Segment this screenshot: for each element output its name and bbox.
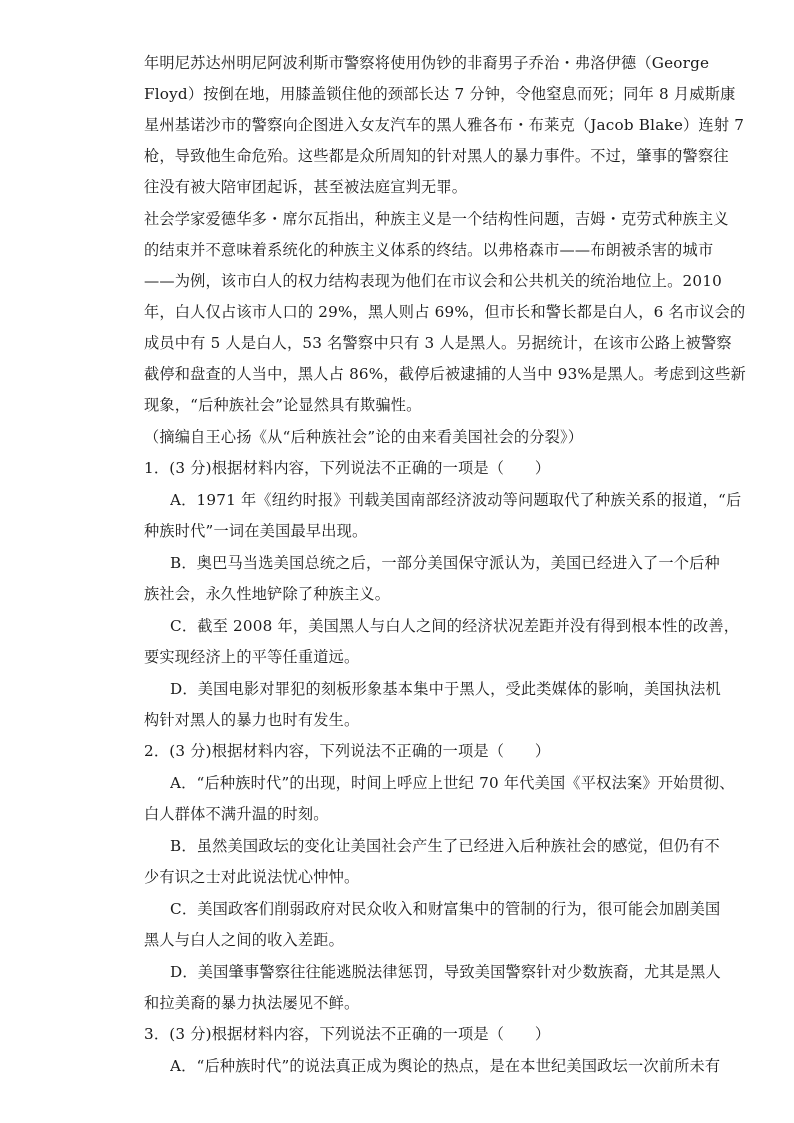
question-stem: 3．(3 分)根据材料内容，下列说法不正确的一项是（ ）	[144, 1025, 551, 1043]
paragraph-2-line: 现象，“后种族社会”论显然具有欺骗性。	[144, 396, 422, 414]
option-line: C．截至 2008 年，美国黑人与白人之间的经济状况差距并没有得到根本性的改善，	[170, 617, 740, 635]
paragraph-2-line: ——为例，该市白人的权力结构表现为他们在市议会和公共机关的统治地位上。2010	[144, 272, 723, 290]
question-stem: 1．(3 分)根据材料内容，下列说法不正确的一项是（ ）	[144, 459, 551, 477]
option-line: D．美国肇事警察往往能逃脱法律惩罚，导致美国警察针对少数族裔，尤其是黑人	[170, 963, 721, 981]
option-line: A．1971 年《纽约时报》刊载美国南部经济波动等问题取代了种族关系的报道，“后	[170, 491, 742, 509]
question-stem: 2．(3 分)根据材料内容，下列说法不正确的一项是（ ）	[144, 742, 551, 760]
paragraph-2-line: 截停和盘查的人当中，黑人占 86%，截停后被逮捕的人当中 93%是黑人。考虑到这些新	[144, 365, 746, 383]
option-line: B．虽然美国政坛的变化让美国社会产生了已经进入后种族社会的感觉，但仍有不	[170, 837, 720, 855]
option-line: 白人群体不满升温的时刻。	[144, 805, 329, 823]
option-line: A．“后种族时代”的说法真正成为舆论的热点，是在本世纪美国政坛一次前所未有	[170, 1057, 721, 1075]
option-line: 和拉美裔的暴力执法屡见不鲜。	[144, 994, 360, 1012]
paragraph-1-line: 星州基诺沙市的警察向企图进入女友汽车的黑人雅各布・布莱克（Jacob Blake）连射 7	[144, 116, 745, 134]
option-line: 黑人与白人之间的收入差距。	[144, 931, 345, 949]
paragraph-2-line: 成员中有 5 人是白人，53 名警察中只有 3 人是黑人。另据统计，在该市公路上被警察	[144, 334, 732, 352]
option-line: C．美国政客们削弱政府对民众收入和财富集中的管制的行为，很可能会加剧美国	[170, 900, 721, 918]
option-line: 种族时代”一词在美国最早出现。	[144, 522, 368, 540]
option-line: 构针对黑人的暴力也时有发生。	[144, 711, 360, 729]
option-line: D．美国电影对罪犯的刻板形象基本集中于黑人，受此类媒体的影响，美国执法机	[170, 680, 721, 698]
source-citation: （摘编自王心扬《从“后种族社会”论的由来看美国社会的分裂》）	[144, 428, 584, 446]
option-line: A．“后种族时代”的出现，时间上呼应上世纪 70 年代美国《平权法案》开始贯彻、	[170, 774, 735, 792]
paragraph-1-line: 枪，导致他生命危殆。这些都是众所周知的针对黑人的暴力事件。不过，肇事的警察往	[144, 147, 729, 165]
paragraph-1-line: Floyd）按倒在地，用膝盖锁住他的颈部长达 7 分钟，令他窒息而死；同年 8 月威斯康	[144, 85, 736, 103]
option-line: 族社会，永久性地铲除了种族主义。	[144, 585, 391, 603]
paragraph-1-line: 往没有被大陪审团起诉，甚至被法庭宣判无罪。	[144, 178, 468, 196]
paragraph-1-line: 年明尼苏达州明尼阿波利斯市警察将使用伪钞的非裔男子乔治・弗洛伊德（George	[144, 54, 710, 72]
option-line: B．奥巴马当选美国总统之后，一部分美国保守派认为，美国已经进入了一个后种	[170, 554, 720, 572]
paragraph-2-line: 社会学家爱德华多・席尔瓦指出，种族主义是一个结构性问题，吉姆・克劳式种族主义	[144, 210, 729, 228]
option-line: 要实现经济上的平等任重道远。	[144, 648, 360, 666]
option-line: 少有识之士对此说法忧心忡忡。	[144, 868, 360, 886]
paragraph-2-line: 年，白人仅占该市人口的 29%，黑人则占 69%，但市长和警长都是白人，6 名市议会的	[144, 303, 746, 321]
paragraph-2-line: 的结束并不意味着系统化的种族主义体系的终结。以弗格森市——布朗被杀害的城市	[144, 241, 714, 259]
